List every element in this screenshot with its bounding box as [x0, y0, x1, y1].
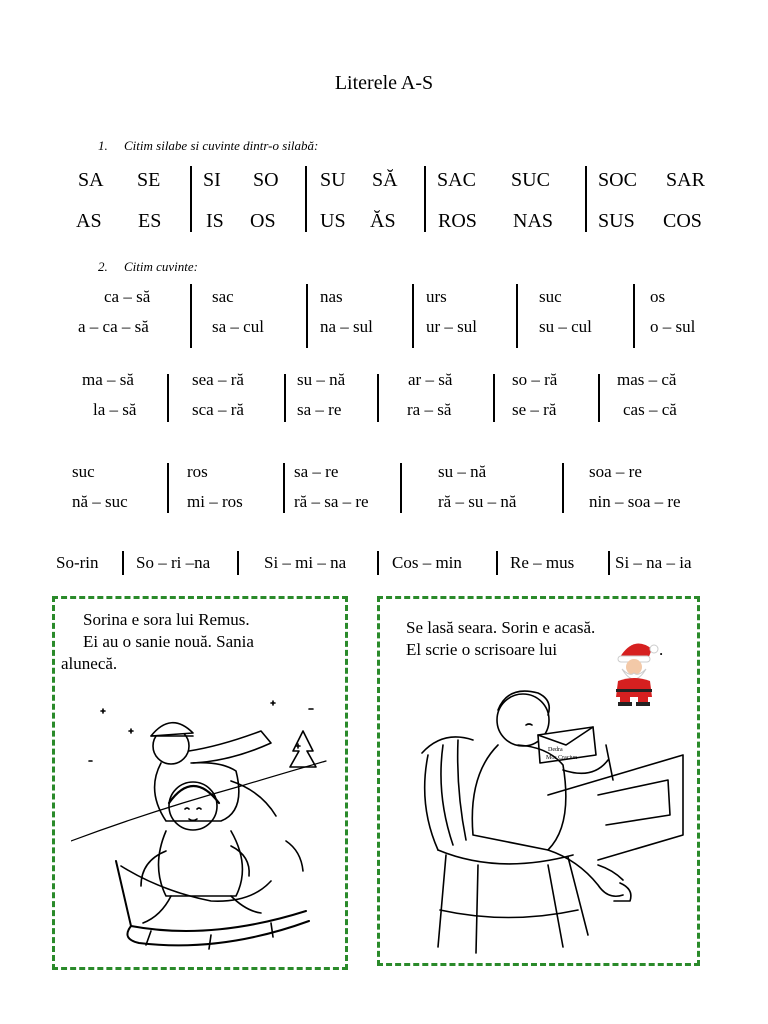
syllable: SĂ: [372, 169, 398, 191]
column-divider: [167, 463, 169, 513]
word: la – să: [93, 400, 137, 419]
word: ma – să: [82, 370, 134, 389]
column-divider: [167, 374, 169, 422]
word: ar – să: [408, 370, 453, 389]
word: o – sul: [650, 317, 696, 336]
story-box-left: [52, 596, 348, 970]
column-divider: [633, 284, 635, 348]
column-divider: [377, 551, 379, 575]
column-divider: [496, 551, 498, 575]
word: ros: [187, 462, 208, 481]
word: nă – suc: [72, 492, 128, 511]
story-line: alunecă.: [61, 654, 118, 673]
word: so – ră: [512, 370, 558, 389]
column-divider: [562, 463, 564, 513]
story-line: Ei au o sanie nouă. Sania: [83, 632, 254, 651]
story-line: El scrie o scrisoare lui: [406, 640, 558, 659]
instruction-text: Citim silabe si cuvinte dintr-o silabă:: [124, 138, 319, 153]
name: Si – na – ia: [615, 553, 692, 572]
word: sca – ră: [192, 400, 244, 419]
column-divider: [284, 374, 286, 422]
column-divider: [516, 284, 518, 348]
page-title: Literele A-S: [334, 72, 434, 94]
word: sea – ră: [192, 370, 244, 389]
word: mi – ros: [187, 492, 243, 511]
column-divider: [585, 166, 587, 232]
story-line-end: .: [659, 640, 664, 659]
syllable: SE: [137, 169, 161, 191]
word: nas: [320, 287, 343, 306]
column-divider: [608, 551, 610, 575]
word: os: [650, 287, 666, 306]
word: cas – că: [623, 400, 677, 419]
letter-line-2: Mos Craciun: [546, 755, 578, 761]
instruction-number: 1.: [98, 138, 108, 153]
word: ur – sul: [426, 317, 477, 336]
word: sa – re: [294, 462, 339, 481]
name: So-rin: [56, 553, 99, 572]
column-divider: [306, 284, 308, 348]
syllable: ES: [138, 210, 162, 232]
syllable: OS: [250, 210, 276, 232]
name: Cos – min: [392, 553, 462, 572]
syllable: IS: [206, 210, 224, 232]
syllable: US: [320, 210, 346, 232]
word: SOC: [598, 169, 637, 191]
name: Re – mus: [510, 553, 575, 572]
column-divider: [424, 166, 426, 232]
word: SAC: [437, 169, 476, 191]
name: So – ri –na: [136, 553, 211, 572]
word: na – sul: [320, 317, 373, 336]
word: su – cul: [539, 317, 592, 336]
word: urs: [426, 287, 447, 306]
column-divider: [305, 166, 307, 232]
word: ca – să: [104, 287, 151, 306]
instruction-number: 2.: [98, 259, 108, 274]
syllable: SO: [253, 169, 279, 191]
word: su – nă: [297, 370, 346, 389]
word: nin – soa – re: [589, 492, 681, 511]
word: su – nă: [438, 462, 487, 481]
word: SUC: [511, 169, 550, 191]
word: suc: [72, 462, 95, 481]
column-divider: [190, 284, 192, 348]
syllable: SA: [78, 169, 104, 191]
word: sa – re: [297, 400, 342, 419]
story-line: Se lasă seara. Sorin e acasă.: [406, 618, 596, 637]
column-divider: [122, 551, 124, 575]
word: NAS: [513, 210, 554, 232]
instruction-text: Citim cuvinte:: [124, 259, 199, 274]
word: mas – că: [617, 370, 677, 389]
syllable: ĂS: [370, 210, 396, 232]
column-divider: [283, 463, 285, 513]
syllable: AS: [76, 210, 102, 232]
word: a – ca – să: [78, 317, 149, 336]
boy-writing-letter-illustration: [398, 685, 688, 957]
word: ra – să: [407, 400, 452, 419]
word: sa – cul: [212, 317, 264, 336]
word: soa – re: [589, 462, 642, 481]
column-divider: [377, 374, 379, 422]
story-line: Sorina e sora lui Remus.: [83, 610, 250, 629]
word: ROS: [438, 210, 477, 232]
word: SUS: [598, 210, 635, 232]
name: Si – mi – na: [264, 553, 347, 572]
instruction-1: [98, 138, 318, 154]
word: ră – su – nă: [438, 492, 517, 511]
word: sac: [212, 287, 234, 306]
column-divider: [400, 463, 402, 513]
column-divider: [237, 551, 239, 575]
sledding-children-illustration: [71, 691, 331, 956]
column-divider: [190, 166, 192, 232]
syllable: SU: [320, 169, 346, 191]
word: ră – sa – re: [294, 492, 369, 511]
instruction-2: [98, 259, 198, 275]
column-divider: [412, 284, 414, 348]
word: COS: [663, 210, 702, 232]
letter-line-1: Dedra: [548, 747, 563, 753]
column-divider: [493, 374, 495, 422]
word: suc: [539, 287, 562, 306]
syllable: SI: [203, 169, 221, 191]
word: se – ră: [512, 400, 557, 419]
story-box-right: [377, 596, 700, 966]
column-divider: [598, 374, 600, 422]
word: SAR: [666, 169, 705, 191]
